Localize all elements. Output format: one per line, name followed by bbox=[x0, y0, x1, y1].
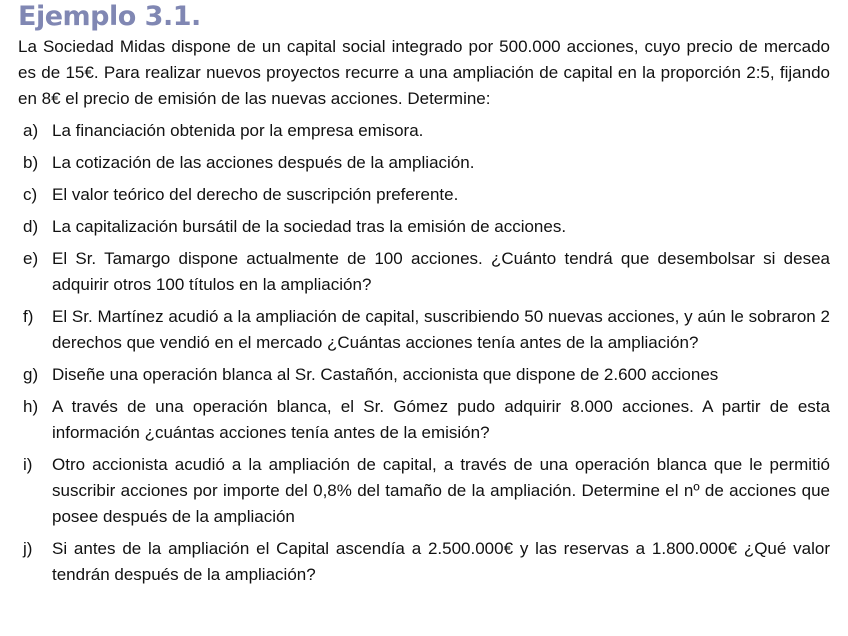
question-item-g bbox=[18, 362, 830, 388]
question-item-e bbox=[18, 246, 830, 298]
question-item-j bbox=[18, 536, 830, 588]
question-text: Diseñe una operación blanca al Sr. Castañón, accionista que dispone de 2.600 acciones bbox=[52, 365, 719, 384]
example-title: Ejemplo 3.1. bbox=[18, 1, 201, 32]
question-letter: i) bbox=[23, 455, 33, 474]
question-text: El valor teórico del derecho de suscripción preferente. bbox=[52, 185, 459, 204]
question-text: El Sr. Martínez acudió a la ampliación de capital, suscribiendo 50 nuevas acciones, y aún le sobraron 2 derechos que vendió en el mercado ¿Cuántas acciones tenía antes de la ampliación? bbox=[52, 307, 830, 352]
intro-paragraph: La Sociedad Midas dispone de un capital social integrado por 500.000 acciones, cuyo precio de mercado es de 15€. Para realizar nuevos proyectos recurre a una ampliación de capital en la proporción 2:5, fijando en 8€ el precio de emisión de las nuevas acciones. Determine: bbox=[18, 37, 830, 108]
question-letter: j) bbox=[23, 539, 33, 558]
question-item-i bbox=[18, 452, 830, 530]
question-text: El Sr. Tamargo dispone actualmente de 100 acciones. ¿Cuánto tendrá que desembolsar si desea adquirir otros 100 títulos en la ampliación? bbox=[52, 249, 830, 294]
question-text: Si antes de la ampliación el Capital ascendía a 2.500.000€ y las reservas a 1.800.000€ ¿Qué valor tendrán después de la ampliación? bbox=[52, 539, 830, 584]
question-text: A través de una operación blanca, el Sr. Gómez pudo adquirir 8.000 acciones. A partir de esta información ¿cuántas acciones tenía antes de la emisión? bbox=[52, 397, 830, 442]
question-letter: e) bbox=[23, 249, 39, 268]
question-item-d bbox=[18, 214, 830, 240]
question-letter: d) bbox=[23, 217, 39, 236]
question-item-a bbox=[18, 118, 830, 144]
question-letter: b) bbox=[23, 153, 39, 172]
question-letter: f) bbox=[23, 307, 34, 326]
question-letter: c) bbox=[23, 185, 38, 204]
question-letter: a) bbox=[23, 121, 39, 140]
question-text: La capitalización bursátil de la sociedad tras la emisión de acciones. bbox=[52, 217, 567, 236]
question-letter: g) bbox=[23, 365, 39, 384]
question-item-c bbox=[18, 182, 830, 208]
document-page bbox=[18, 0, 830, 594]
question-item-f bbox=[18, 304, 830, 356]
question-list bbox=[18, 118, 830, 588]
question-letter: h) bbox=[23, 397, 39, 416]
question-text: Otro accionista acudió a la ampliación de capital, a través de una operación blanca que le permitió suscribir acciones por importe del 0,8% del tamaño de la ampliación. Determine el nº de acciones que posee después de la ampliación bbox=[52, 455, 830, 526]
question-item-b bbox=[18, 150, 830, 176]
question-item-h bbox=[18, 394, 830, 446]
question-text: La financiación obtenida por la empresa emisora. bbox=[52, 121, 424, 140]
question-text: La cotización de las acciones después de la ampliación. bbox=[52, 153, 475, 172]
